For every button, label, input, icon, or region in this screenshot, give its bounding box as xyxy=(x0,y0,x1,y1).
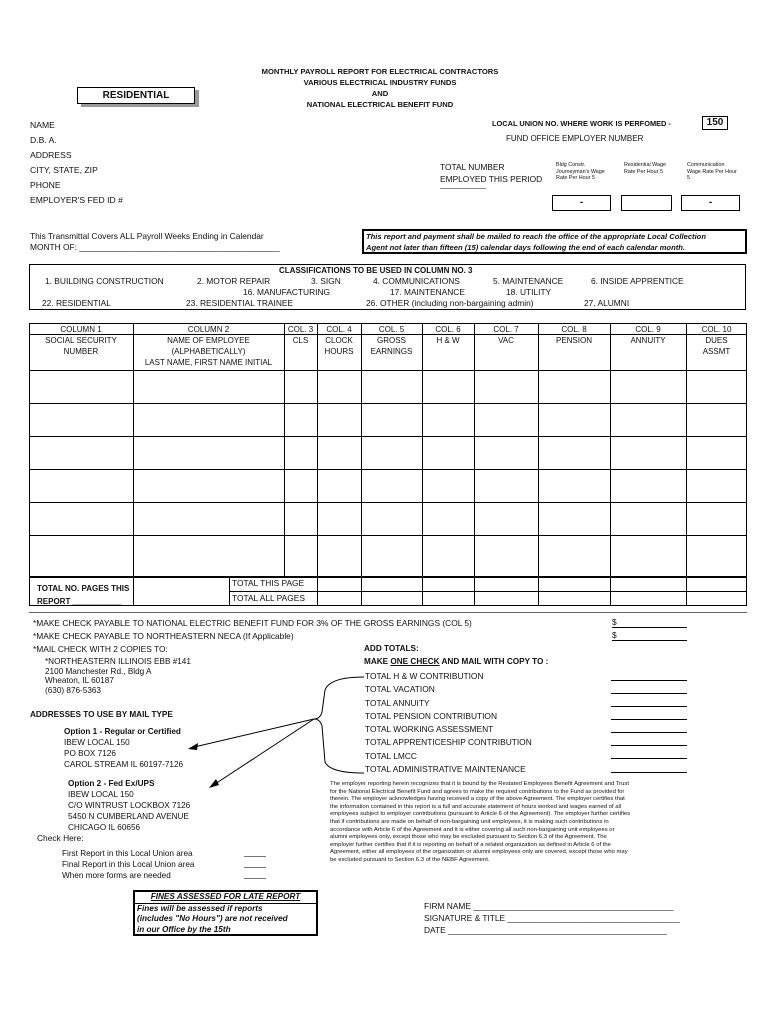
check-final-report: Final Report in this Local Union area xyxy=(62,860,195,869)
add-totals-title: ADD TOTALS: xyxy=(364,644,419,653)
option-2-line-2: C/O WINTRUST LOCKBOX 7126 xyxy=(68,801,191,810)
residential-rate-header: Residential Wage Rate Per Hour 5 xyxy=(624,162,667,175)
class-27: 27. ALUMNI xyxy=(584,298,630,308)
fines-title: FINES ASSESSED FOR LATE REPORT xyxy=(135,892,316,904)
col-8-id: COL. 8 xyxy=(561,325,587,334)
phone-field-label: PHONE xyxy=(30,180,61,190)
total-working-assessment-field[interactable] xyxy=(611,732,687,733)
total-hw-field[interactable] xyxy=(611,680,687,681)
total-working-assessment: TOTAL WORKING ASSESSMENT xyxy=(365,724,494,735)
fed-id-field-label: EMPLOYER'S FED ID # xyxy=(30,195,123,205)
neca-address-4: (630) 876-5363 xyxy=(45,685,101,695)
option-1-line-2: PO BOX 7126 xyxy=(64,749,116,758)
check-more-forms: When more forms are needed xyxy=(62,871,171,880)
class-5: 5. MAINTENANCE xyxy=(493,276,564,286)
total-vacation: TOTAL VACATION xyxy=(365,684,435,695)
total-number-text: TOTAL NUMBER xyxy=(440,162,505,172)
totals-list xyxy=(365,670,532,776)
local-union-label: LOCAL UNION NO. WHERE WORK IS PERFOMED - xyxy=(492,119,671,128)
employed-period-text: EMPLOYED THIS PERIOD xyxy=(440,174,543,184)
class-18: 18. UTILITY xyxy=(506,287,552,297)
option-1-title: Option 1 - Regular or Certified xyxy=(64,727,181,736)
transmittal-line-1: This Transmittal Covers ALL Payroll Weeks Ending in Calendar xyxy=(30,231,264,241)
option-2-line-4: CHICAGO IL 60656 xyxy=(68,823,141,832)
addresses-title: ADDRESSES TO USE BY MAIL TYPE xyxy=(30,710,173,719)
col-7-id: COL. 7 xyxy=(493,325,519,334)
option-2-line-1: IBEW LOCAL 150 xyxy=(68,790,134,799)
instruction-neca: *MAKE CHECK PAYABLE TO NORTHEASTERN NECA (If Applicable) xyxy=(33,631,294,641)
col-6-id: COL. 6 xyxy=(435,325,461,334)
check-first-report: First Report in this Local Union area xyxy=(62,849,193,858)
col-9-id: COL. 9 xyxy=(635,325,661,334)
class-6: 6. INSIDE APPRENTICE xyxy=(591,276,684,286)
one-check-text: ONE CHECK xyxy=(390,657,440,666)
signature-title-field[interactable]: SIGNATURE & TITLE _____________________________________ xyxy=(424,913,680,923)
total-all-pages-label: TOTAL ALL PAGES xyxy=(232,593,305,603)
nebf-dollar: $ xyxy=(612,617,617,627)
option-2-line-3: 5450 N CUMBERLAND AVENUE xyxy=(68,812,189,821)
col-7-desc: VAC xyxy=(498,336,514,345)
total-lmcc-field[interactable] xyxy=(611,758,687,759)
total-annuity: TOTAL ANNUITY xyxy=(365,697,430,708)
total-apprenticeship-field[interactable] xyxy=(611,745,687,746)
total-admin-maintenance: TOTAL ADMINISTRATIVE MAINTENANCE xyxy=(365,764,526,775)
col-4-id: COL. 4 xyxy=(326,325,352,334)
bldg-rate-input[interactable]: - xyxy=(552,195,611,211)
name-field-label: NAME xyxy=(30,120,55,130)
col-3-id: COL. 3 xyxy=(287,325,314,334)
make-one-check xyxy=(364,657,548,666)
neca-dollar: $ xyxy=(612,630,617,640)
make-suffix: AND MAIL WITH COPY TO : xyxy=(439,657,549,666)
col-2-id: COLUMN 2 xyxy=(187,325,230,334)
class-16: 16. MANUFACTURING xyxy=(243,287,331,297)
residential-label: RESIDENTIAL xyxy=(77,87,195,104)
total-annuity-field[interactable] xyxy=(611,706,687,707)
col-2-desc: NAME OF EMPLOYEE (ALPHABETICALLY) LAST NAME, FIRST NAME INITIAL xyxy=(144,336,273,367)
total-pages-line-1: TOTAL NO. PAGES THIS xyxy=(37,584,130,593)
col-5-desc: GROSS EARNINGS xyxy=(370,336,413,356)
fines-notice xyxy=(133,890,318,936)
col-8-desc: PENSION xyxy=(555,336,592,345)
communication-rate-input[interactable]: - xyxy=(681,195,740,211)
neca-address-3: Wheaton, IL 60187 xyxy=(45,676,114,685)
title-line-2: VARIOUS ELECTRICAL INDUSTRY FUNDS xyxy=(303,78,457,87)
notice-line-2: Agent not later than fifteen (15) calendar days following the end of each calendar month. xyxy=(366,242,685,252)
classifications-title: CLASSIFICATIONS TO BE USED IN COLUMN NO. 3 xyxy=(279,266,473,275)
total-admin-maintenance-field[interactable] xyxy=(611,772,687,773)
title-line-1: MONTHLY PAYROLL REPORT FOR ELECTRICAL CONTRACTORS xyxy=(261,67,499,76)
neca-address-1: *NORTHEASTERN ILLINOIS EBB #141 xyxy=(45,657,191,666)
total-pension: TOTAL PENSION CONTRIBUTION xyxy=(365,710,497,721)
class-23: 23. RESIDENTIAL TRAINEE xyxy=(186,298,294,308)
class-3: 3. SIGN xyxy=(311,276,341,286)
instruction-nebf: *MAKE CHECK PAYABLE TO NATIONAL ELECTRIC BENEFIT FUND FOR 3% OF THE GROSS EARNINGS (COL 5) xyxy=(33,618,472,628)
col-6-desc: H & W xyxy=(436,336,460,345)
certification-text: The employer reporting herein recognizes that it is bound by the Restated Employees Benefit Agreement and Trust for the National Electrical Benefit Fund and agrees to make the required contributions to the Fund as provided for therein. The employer acknowledges having received a copy of the above Agreement. The employer certifies that the information contained in this report is a full and accurate statement of hours worked and wages earned of all employees subject to employer contributions (pursuant to Article 6 of the Agreement). The employer further certifies that if contributions are made on behalf of non-bargaining unit employees, it is making such contributions in accordance with Article 6 of the Agreement and it is either covering all such non-bargaining unit employees or alumni employees only, except those who may be excluded pursuant to Section 6.3 of the Agreement. The employer further certifies that if it is reporting on behalf of a related organization as defined in Article 6 of the Agreement, either all employees of the organization or alumni employees only are covered, except those who may be excluded pursuant to Section 6.3 of the NEBF Agreement. xyxy=(330,781,631,863)
bldg-rate-header: Bldg Constr. Journeyman's Wage Rate Per Hour 5 xyxy=(556,162,605,182)
class-17: 17. MAINTENANCE xyxy=(390,287,465,297)
total-pages-field[interactable]: REPORT ___________ xyxy=(37,597,122,606)
address-field-label: ADDRESS xyxy=(30,150,72,160)
option-2-title: Option 2 - Fed Ex/UPS xyxy=(68,779,155,788)
fines-line-3: in our Office by the 15th xyxy=(137,924,231,934)
firm-name-field[interactable]: FIRM NAME ___________________________________________ xyxy=(424,901,674,911)
month-of-field[interactable]: MONTH OF: ___________________________________________ xyxy=(30,242,280,252)
check-here-title: Check Here: xyxy=(37,833,84,843)
class-2: 2. MOTOR REPAIR xyxy=(197,276,271,286)
make-prefix: MAKE xyxy=(364,657,391,666)
total-apprenticeship: TOTAL APPRENTICESHIP CONTRIBUTION xyxy=(365,737,532,748)
fund-office-label: FUND OFFICE EMPLOYER NUMBER xyxy=(506,134,644,143)
title-line-3: AND xyxy=(371,89,389,98)
notice-line-1: This report and payment shall be mailed to reach the office of the appropriate Local Collection xyxy=(366,232,706,241)
col-4-desc: CLOCK HOURS xyxy=(324,336,354,356)
total-this-page-label: TOTAL THIS PAGE xyxy=(232,578,305,588)
col-10-id: COL. 10 xyxy=(701,325,732,334)
col-1-desc: SOCIAL SECURITY NUMBER xyxy=(45,336,117,356)
local-union-number[interactable]: 150 xyxy=(702,116,728,130)
class-1: 1. BUILDING CONSTRUCTION xyxy=(45,276,164,286)
class-4: 4. COMMUNICATIONS xyxy=(373,276,460,286)
fines-line-2: (includes "No Hours") are not received xyxy=(137,914,288,923)
col-9-desc: ANNUITY xyxy=(630,336,666,345)
instruction-mail: *MAIL CHECK WITH 2 COPIES TO: xyxy=(33,644,168,654)
date-field[interactable]: DATE _______________________________________________ xyxy=(424,925,667,935)
col-10-desc: DUES ASSMT xyxy=(702,336,731,356)
neca-address-2: 2100 Manchester Rd., Bldg A xyxy=(45,666,152,676)
col-5-id: COL. 5 xyxy=(378,325,405,334)
signature-block xyxy=(424,900,680,936)
total-lmcc: TOTAL LMCC xyxy=(365,750,417,761)
col-1-id: COLUMN 1 xyxy=(60,325,102,334)
total-pension-field[interactable] xyxy=(611,719,687,720)
communication-rate-header: Communication Wage Rate Per Hour 5 xyxy=(687,162,737,182)
col-3-desc: CLS xyxy=(292,336,309,345)
dba-field-label: D.B. A. xyxy=(30,135,57,145)
total-vacation-field[interactable] xyxy=(611,693,687,694)
class-26: 26. OTHER (including non-bargaining admin) xyxy=(366,298,534,308)
total-hw: TOTAL H & W CONTRIBUTION xyxy=(365,671,484,681)
fines-line-1: Fines will be assessed if reports xyxy=(137,903,263,913)
option-1-line-1: IBEW LOCAL 150 xyxy=(64,738,130,747)
class-22: 22. RESIDENTIAL xyxy=(42,298,111,308)
title-line-4: NATIONAL ELECTRICAL BENEFIT FUND xyxy=(306,100,454,109)
city-state-zip-label: CITY, STATE, ZIP xyxy=(30,165,98,175)
option-1-line-3: CAROL STREAM IL 60197-7126 xyxy=(64,760,184,769)
